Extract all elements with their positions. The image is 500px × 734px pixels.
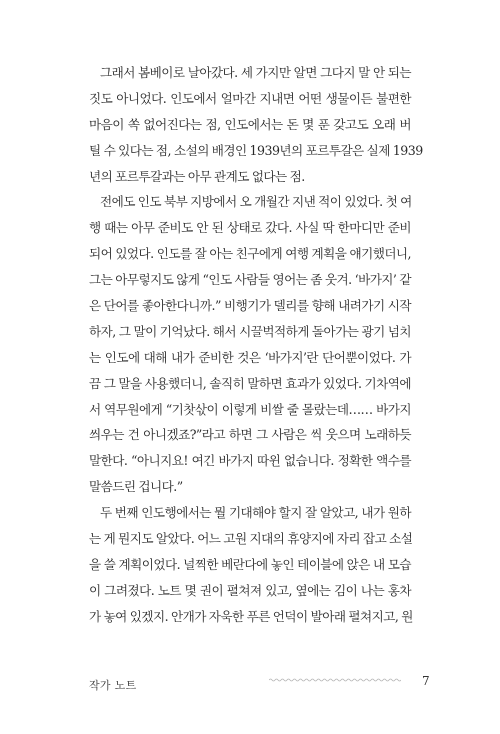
text-line: 을 쓸 계획이었다. 널찍한 베란다에 놓인 테이블에 앉은 내 모습 xyxy=(89,556,411,572)
text-line: 는 인도에 대해 내가 준비한 것은 ‘바가지’란 단어뿐이었다. 가 xyxy=(89,349,411,365)
text-line: 서 역무원에게 “기찻삯이 이렇게 비쌀 줄 몰랐는데…… 바가지 xyxy=(89,401,411,417)
text-line: 은 단어를 좋아한다니까.” 비행기가 델리를 향해 내려가기 시작 xyxy=(89,298,411,314)
body-text xyxy=(89,60,423,630)
text-line: 말씀드린 겁니다.” xyxy=(89,479,183,495)
text-line: 틸 수 있다는 점, 소설의 배경인 1939년의 포르투갈은 실제 1939 xyxy=(89,142,423,158)
text-line: 그래서 봄베이로 날아갔다. 세 가지만 알면 그다지 말 안 되는 xyxy=(100,65,411,80)
text-line: 끔 그 말을 사용했더니, 솔직히 말하면 효과가 있었다. 기차역에 xyxy=(89,375,411,391)
text-line: 두 번째 인도행에서는 뭘 기대해야 할지 잘 알았고, 내가 원하 xyxy=(100,505,411,521)
page-number: 7 xyxy=(422,674,430,688)
text-line: 그는 아무렇지도 않게 “인도 사람들 영어는 좀 웃겨. ‘바가지’ 같 xyxy=(89,272,411,288)
text-line: 하자, 그 말이 기억났다. 해서 시끌벅적하게 돌아가는 광기 넘치 xyxy=(89,323,411,339)
text-line: 짓도 아니었다. 인도에서 얼마간 지내면 어떤 생물이든 불편한 xyxy=(89,90,411,106)
running-footer-title: 작가 노트 xyxy=(89,679,137,692)
text-line: 씌우는 건 아니겠죠?”라고 하면 그 사람은 씩 웃으며 노래하듯 xyxy=(89,427,411,443)
text-line: 행 때는 아무 준비도 안 된 상태로 갔다. 사실 딱 한마디만 준비 xyxy=(89,220,411,236)
text-line: 이 그려졌다. 노트 몇 권이 펼쳐져 있고, 옆에는 김이 나는 홍차 xyxy=(89,582,411,598)
text-line: 는 게 뭔지도 알았다. 어느 고원 지대의 휴양지에 자리 잡고 소설 xyxy=(89,531,413,547)
text-line: 가 놓여 있겠지. 안개가 자욱한 푸른 언덕이 발아래 펼쳐지고, 원 xyxy=(89,608,413,624)
text-line: 전에도 인도 북부 지방에서 오 개월간 지낸 적이 있었다. 첫 여 xyxy=(100,194,412,210)
text-line: 년의 포르투갈과는 아무 관계도 없다는 점. xyxy=(89,168,305,184)
text-line: 마음이 쏙 없어진다는 점, 인도에서는 돈 몇 푼 갖고도 오래 버 xyxy=(89,116,411,132)
wavy-divider-ornament xyxy=(269,675,401,685)
text-line: 말한다. “아니지요! 여긴 바가지 따윈 없습니다. 정확한 액수를 xyxy=(89,453,411,469)
text-line: 되어 있었다. 인도를 잘 아는 친구에게 여행 계획을 얘기했더니, xyxy=(89,246,411,262)
